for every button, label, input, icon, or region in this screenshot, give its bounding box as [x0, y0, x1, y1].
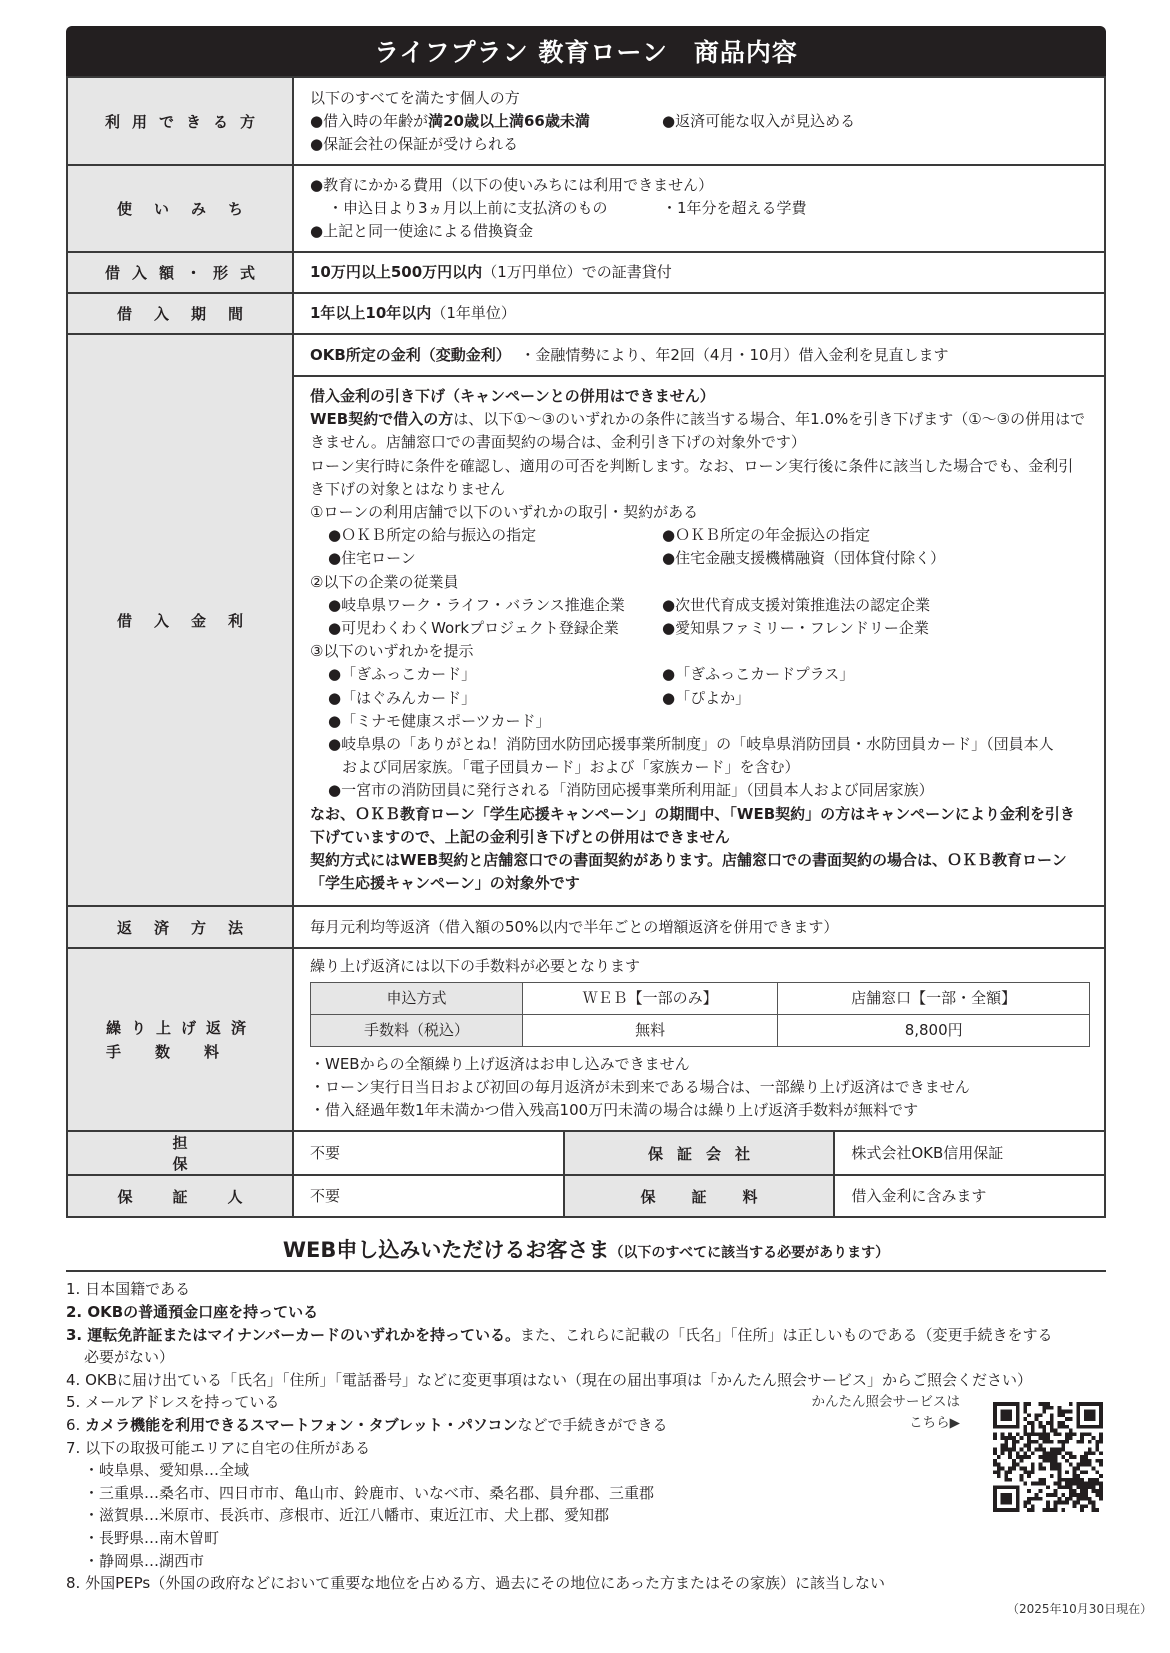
spec-row-period	[67, 293, 1105, 334]
label-eligibility: 利用できる方	[67, 77, 293, 165]
fee-header-web: ＷＥＢ【一部のみ】	[523, 983, 778, 1015]
condition-3-item-cont: および同居家族。「電子団員カード」および「家族カード」を含む）	[342, 758, 800, 777]
condition-3: ③以下のいずれかを提示	[310, 642, 474, 661]
contract-note: 契約方式にはWEB契約と店舗窓口での書面契約があります。店舗窓口での書面契約の場合は、ＯＫＢ教育ローン「学生応援キャンペーン」の対象外です	[310, 851, 1067, 893]
fee-header-branch: 店舗窓口【一部・全額】	[778, 983, 1090, 1015]
prepayment-note: ・ローン実行日当日および初回の毎月返済が未到来である場合は、一部繰り上げ返済はできません	[310, 1078, 970, 1097]
discount-web-detail: は、以下①～③のいずれかの条件に該当する場合、年1.0%を引き下げます（①～③の併用はできません。店舗窓口での書面契約の場合は、金利引き下げの対象外です）	[310, 410, 1086, 452]
spec-row-prepayment-fee	[67, 948, 1105, 1131]
area-item: ・三重県…桑名市、四日市市、亀山市、鈴鹿市、いなべ市、桑名郡、員弁郡、三重郡	[84, 1483, 655, 1502]
label-rate: 借入金利	[67, 334, 293, 906]
web-item-rest: などで手続きができる	[517, 1416, 668, 1435]
product-sheet	[66, 26, 1106, 1595]
condition-2-item: ●可児わくわくWorkプロジェクト登録企業	[328, 619, 619, 638]
area-item: ・静岡県…湖西市	[84, 1551, 205, 1570]
fee-header-method: 申込方式	[311, 983, 523, 1015]
product-spec-table	[66, 76, 1106, 1218]
web-item: 1. 日本国籍である	[66, 1280, 191, 1299]
label-guarantee-fee: 保証料	[564, 1175, 835, 1217]
spec-row-repayment	[67, 906, 1105, 948]
web-item: 4. OKBに届け出ている「氏名」「住所」「電話番号」などに変更事項はない（現在の届出事項は「かんたん照会サービス」からご照会ください）	[66, 1370, 1033, 1389]
condition-3-item: ●一宮市の消防団員に発行される「消防団応援事業所利用証」（団員本人および同居家族）	[328, 781, 934, 800]
fee-branch-value: 8,800円	[778, 1015, 1090, 1047]
amount-detail: （1万円単位）での証書貸付	[482, 263, 672, 281]
discount-web-label: WEB契約で借入の方	[310, 410, 454, 429]
condition-1-item: ●住宅ローン	[328, 549, 416, 568]
condition-3-item: ●「ぎふっこカードプラス」	[662, 665, 855, 684]
label-guarantor: 保証人	[67, 1175, 293, 1217]
guarantee-fee-value: 借入金利に含みます	[834, 1175, 1105, 1217]
eligibility-guarantee: ●保証会社の保証が受けられる	[310, 134, 519, 153]
condition-1: ①ローンの利用店舗で以下のいずれかの取引・契約がある	[310, 503, 699, 522]
web-item-bold: カメラ機能を利用できるスマートフォン・タブレット・パソコン	[85, 1416, 518, 1435]
label-guarantor-company: 保証会社	[564, 1131, 835, 1175]
label-repayment: 返済方法	[67, 906, 293, 948]
rate-discount	[294, 377, 1104, 905]
web-item: 8. 外国PEPs（外国の政府などにおいて重要な地位を占める方、過去にその地位にあった方またはその家族）に該当しない	[66, 1574, 886, 1593]
campaign-note: なお、ＯＫＢ教育ローン「学生応援キャンペーン」の期間中、「WEB契約」の方はキャンペーンにより金利を引き下げていますので、上記の金利引き下げとの併用はできません	[310, 804, 1075, 846]
label-prepayment-line2: 手数料	[106, 1042, 254, 1061]
period-range: 1年以上10年以内	[310, 304, 432, 322]
label-usage: 使いみち	[67, 165, 293, 252]
eligibility-age-range: 満20歳以上満66歳未満	[428, 111, 590, 130]
amount-range: 10万円以上500万円以内	[310, 263, 483, 281]
web-item: 7. 以下の取扱可能エリアに自宅の住所がある	[66, 1438, 371, 1457]
label-amount: 借入額・形式	[67, 252, 293, 293]
web-item: 2. OKBの普通預金口座を持っている	[66, 1303, 319, 1322]
usage-exclusion-tuition: ・1年分を超える学費	[662, 199, 807, 217]
web-eligibility-heading	[66, 1234, 1106, 1272]
web-item-bold: 3. 運転免許証またはマイナンバーカードのいずれかを持っている。	[66, 1325, 520, 1344]
eligibility-age-prefix: ●借入時の年齢が	[310, 111, 429, 130]
spec-row-guarantor	[67, 1175, 1105, 1217]
rate-type: OKB所定の金利（変動金利）	[310, 346, 511, 364]
repayment-value: 毎月元利均等返済（借入額の50%以内で半年ごとの増額返済を併用できます）	[293, 906, 1105, 948]
qr-caption-line2[interactable]: こちら▶	[909, 1415, 960, 1431]
condition-1-item: ●ＯＫＢ所定の給与振込の指定	[328, 526, 537, 545]
guarantor-company-value: 株式会社OKB信用保証	[834, 1131, 1105, 1175]
prepayment-intro: 繰り上げ返済には以下の手数料が必要となります	[310, 957, 641, 976]
web-heading-note: （以下のすべてに該当する必要があります）	[609, 1245, 890, 1262]
fee-table-header	[311, 983, 1090, 1015]
prepayment-fee-table	[310, 982, 1090, 1047]
condition-3-item: ●「ミナモ健康スポーツカード」	[328, 711, 551, 730]
area-item: ・岐阜県、愛知県…全域	[84, 1461, 250, 1480]
web-eligibility-list	[66, 1278, 1106, 1594]
usage-item-education: ●教育にかかる費用（以下の使いみちには利用できません）	[310, 176, 714, 194]
web-item: 5. メールアドレスを持っている	[66, 1393, 280, 1412]
eligibility-income: ●返済可能な収入が見込める	[662, 111, 856, 130]
condition-3-item: ●「ぴよか」	[662, 688, 751, 707]
web-item-cont: 必要がない）	[84, 1348, 175, 1367]
prepayment-note: ・WEBからの全額繰り上げ返済はお申し込みできません	[310, 1055, 690, 1074]
condition-3-item: ●「はぐみんカード」	[328, 688, 477, 707]
spec-row-rate	[67, 334, 1105, 906]
condition-1-item: ●ＯＫＢ所定の年金振込の指定	[662, 526, 871, 545]
rate-review: ・金融情勢により、年2回（4月・10月）借入金利を見直します	[520, 346, 949, 364]
qr-caption-line1: かんたん照会サービスは	[811, 1394, 960, 1410]
condition-3-item: ●「ぎふっこカード」	[328, 665, 477, 684]
collateral-value: 不要	[293, 1131, 564, 1175]
label-prepayment-fee	[67, 948, 293, 1131]
condition-2-item: ●次世代育成支援対策推進法の認定企業	[662, 595, 931, 614]
eligibility-intro: 以下のすべてを満たす個人の方	[310, 88, 520, 107]
fee-web-value: 無料	[523, 1015, 778, 1047]
spec-row-eligibility	[67, 77, 1105, 165]
qr-code-icon[interactable]	[993, 1402, 1103, 1512]
discount-note: ローン実行時に条件を確認し、適用の可否を判断します。なお、ローン実行後に条件に該当した場合でも、金利引き下げの対象とはなりません	[310, 456, 1074, 498]
label-prepayment-line1: 繰り上げ返済	[106, 1018, 257, 1037]
period-detail: （1年単位）	[431, 304, 516, 322]
spec-row-collateral	[67, 1131, 1105, 1175]
fee-table-row	[311, 1015, 1090, 1047]
spec-row-usage	[67, 165, 1105, 252]
web-item-rest: また、これらに記載の「氏名」「住所」は正しいものである（変更手続きをする	[519, 1325, 1053, 1344]
guarantor-value: 不要	[293, 1175, 564, 1217]
condition-3-item: ●岐阜県の「ありがとね！消防団水防団応援事業所制度」の「岐阜県消防団員・水防団員カード」（団員本人	[328, 735, 1054, 754]
area-item: ・滋賀県…米原市、長浜市、彦根市、近江八幡市、東近江市、犬上郡、愛知郡	[84, 1506, 610, 1525]
condition-1-item: ●住宅金融支援機構融資（団体貸付除く）	[662, 549, 946, 568]
rate-base	[294, 335, 1104, 377]
discount-heading: 借入金利の引き下げ（キャンペーンとの併用はできません）	[310, 387, 715, 405]
page-title: ライフプラン 教育ローン 商品内容	[66, 26, 1106, 76]
qr-caption	[760, 1392, 960, 1434]
web-item-prefix: 6.	[66, 1416, 86, 1435]
spec-row-amount	[67, 252, 1105, 293]
label-period: 借入期間	[67, 293, 293, 334]
fee-row-label: 手数料（税込）	[311, 1015, 523, 1047]
condition-2-item: ●岐阜県ワーク・ライフ・バランス推進企業	[328, 595, 625, 614]
usage-item-refinance: ●上記と同一使途による借換資金	[310, 222, 534, 240]
condition-2-item: ●愛知県ファミリー・フレンドリー企業	[662, 619, 929, 638]
area-item: ・長野県…南木曽町	[84, 1529, 220, 1547]
web-heading-title: WEB申し込みいただけるお客さま	[282, 1238, 610, 1263]
usage-exclusion-paid: ・申込日より3ヵ月以上前に支払済のもの	[328, 199, 608, 217]
condition-2: ②以下の企業の従業員	[310, 572, 459, 591]
label-collateral: 担保	[67, 1131, 293, 1175]
as-of-date: （2025年10月30日現在）	[1007, 1602, 1153, 1616]
prepayment-note: ・借入経過年数1年未満かつ借入残高100万円未満の場合は繰り上げ返済手数料が無料です	[310, 1101, 919, 1120]
